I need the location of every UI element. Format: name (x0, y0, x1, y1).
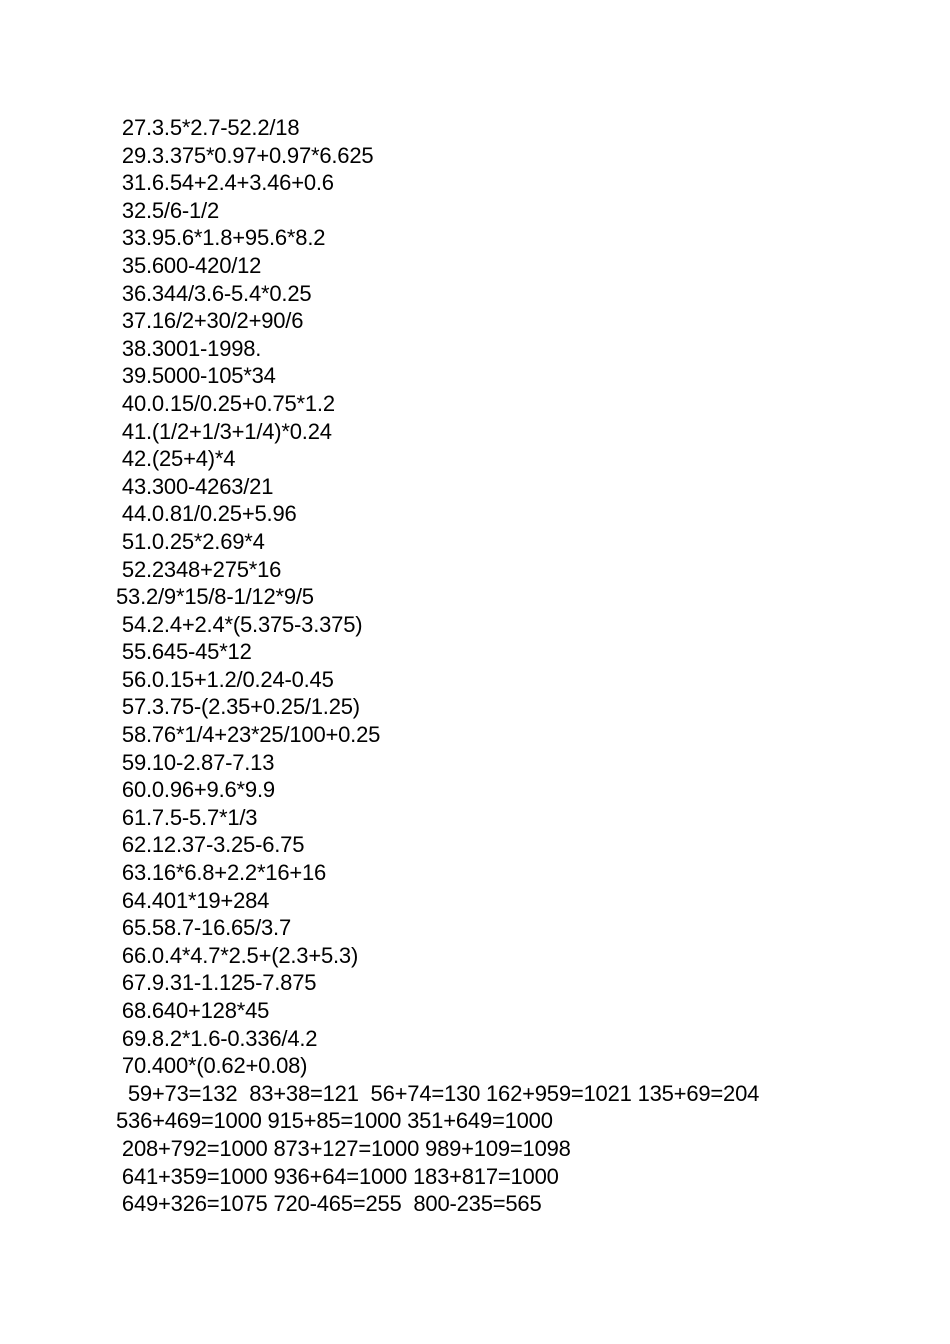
exercise-line: 69.8.2*1.6-0.336/4.2 (116, 1025, 318, 1051)
exercise-line: 649+326=1075 720-465=255 800-235=565 (116, 1191, 542, 1217)
exercise-line: 40.0.15/0.25+0.75*1.2 (116, 390, 335, 416)
exercise-line: 62.12.37-3.25-6.75 (116, 832, 305, 858)
exercise-line: 27.3.5*2.7-52.2/18 (116, 115, 300, 140)
exercise-line: 536+469=1000 915+85=1000 351+649=1000 (116, 1108, 553, 1134)
exercise-line: 65.58.7-16.65/3.7 (116, 915, 291, 941)
exercise-line: 66.0.4*4.7*2.5+(2.3+5.3) (116, 942, 359, 968)
exercise-line: 61.7.5-5.7*1/3 (116, 804, 258, 830)
exercise-line: 38.3001-1998. (116, 335, 262, 361)
exercise-line: 29.3.375*0.97+0.97*6.625 (116, 142, 374, 168)
exercise-line: 641+359=1000 936+64=1000 183+817=1000 (116, 1163, 559, 1189)
math-exercise-list (116, 114, 759, 1218)
exercise-line: 67.9.31-1.125-7.875 (116, 970, 317, 996)
exercise-line: 57.3.75-(2.35+0.25/1.25) (116, 694, 360, 720)
exercise-line: 56.0.15+1.2/0.24-0.45 (116, 666, 334, 692)
exercise-line: 31.6.54+2.4+3.46+0.6 (116, 170, 334, 196)
exercise-line: 41.(1/2+1/3+1/4)*0.24 (116, 418, 332, 444)
exercise-line: 70.400*(0.62+0.08) (116, 1053, 308, 1079)
exercise-line: 39.5000-105*34 (116, 363, 276, 389)
exercise-line: 36.344/3.6-5.4*0.25 (116, 280, 312, 306)
exercise-line: 55.645-45*12 (116, 639, 252, 665)
exercise-line: 68.640+128*45 (116, 998, 270, 1023)
exercise-line: 43.300-4263/21 (116, 473, 274, 499)
exercise-line: 59.10-2.87-7.13 (116, 749, 275, 775)
exercise-line: 64.401*19+284 (116, 887, 270, 913)
exercise-line: 51.0.25*2.69*4 (116, 528, 265, 554)
exercise-line: 208+792=1000 873+127=1000 989+109=1098 (116, 1135, 571, 1161)
exercise-line: 52.2348+275*16 (116, 556, 282, 582)
exercise-line: 42.(25+4)*4 (116, 446, 236, 472)
exercise-line: 60.0.96+9.6*9.9 (116, 777, 275, 803)
exercise-line: 59+73=132 83+38=121 56+74=130 162+959=1021 135+69=204 (116, 1080, 760, 1106)
exercise-line: 54.2.4+2.4*(5.375-3.375) (116, 611, 363, 637)
exercise-line: 32.5/6-1/2 (116, 197, 219, 223)
exercise-line: 35.600-420/12 (116, 252, 262, 278)
exercise-line: 63.16*6.8+2.2*16+16 (116, 860, 327, 886)
exercise-line: 44.0.81/0.25+5.96 (116, 501, 297, 527)
exercise-line: 33.95.6*1.8+95.6*8.2 (116, 225, 326, 251)
exercise-line: 53.2/9*15/8-1/12*9/5 (116, 584, 314, 610)
exercise-line: 37.16/2+30/2+90/6 (116, 308, 304, 334)
exercise-line: 58.76*1/4+23*25/100+0.25 (116, 722, 381, 748)
